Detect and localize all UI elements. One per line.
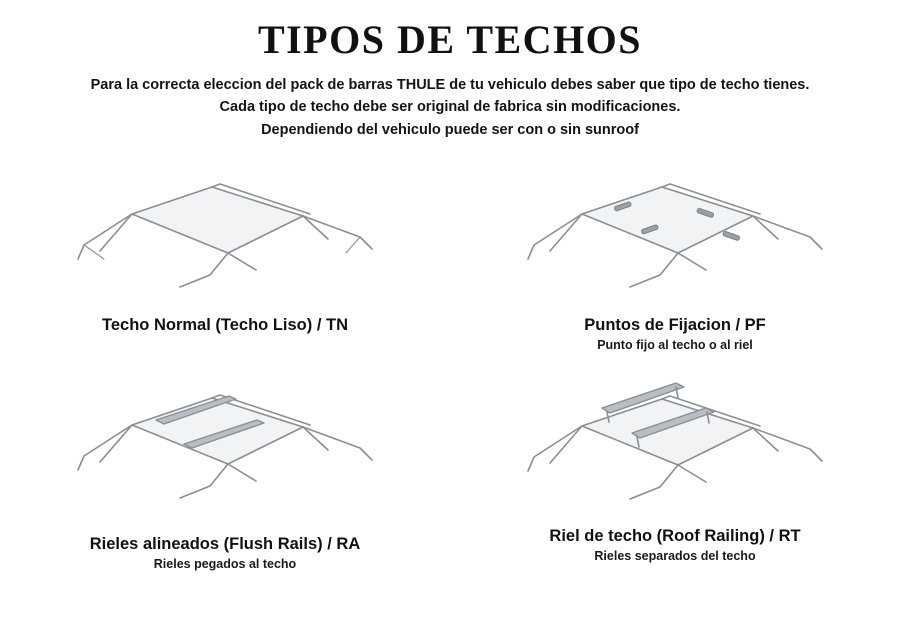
roof-type-label-ra: Rieles alineados (Flush Rails) / RA [89, 535, 361, 554]
intro-line-1: Para la correcta eleccion del pack de barras THULE de tu vehiculo debes saber que tipo de techo tienes. [90, 77, 810, 93]
roof-type-card-tn [0, 157, 450, 372]
roof-fixpoint-icon [510, 167, 840, 302]
roof-normal-icon [60, 167, 390, 302]
roof-types-grid [0, 157, 900, 587]
page-title: TIPOS DE TECHOS [257, 17, 643, 62]
roof-type-card-ra [0, 372, 450, 587]
roof-type-label-pf: Puntos de Fijacion / PF [584, 316, 766, 335]
roof-flush-rails-icon [60, 378, 390, 513]
roof-type-card-rt [450, 372, 900, 587]
roof-types-infographic [0, 18, 900, 618]
roof-type-note-ra: Rieles pegados al techo [153, 557, 297, 572]
intro-line-3: Dependiendo del vehiculo puede ser con o sin sunroof [261, 121, 639, 138]
roof-type-label-rt: Riel de techo (Roof Railing) / RT [549, 527, 801, 546]
roof-type-card-pf [450, 157, 900, 372]
roof-railing-icon [510, 374, 840, 509]
roof-type-label-tn: Techo Normal (Techo Liso) / TN [102, 316, 348, 335]
roof-type-note-pf: Punto fijo al techo o al riel [597, 338, 753, 353]
intro-line-2: Cada tipo de techo debe ser original de fabrica sin modificaciones. [219, 99, 681, 116]
roof-type-note-rt: Rieles separados del techo [594, 549, 756, 564]
intro-text [20, 74, 880, 141]
